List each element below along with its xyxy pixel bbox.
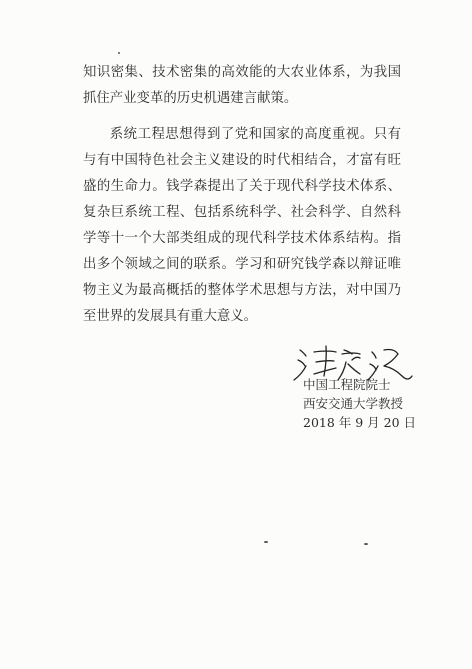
scan-speck — [264, 541, 268, 543]
paragraph-2: 系统工程思想得到了党和国家的高度重视。只有与有中国特色社会主义建设的时代相结合，才富有旺盛的生命力。钱学森提出了关于现代科学技术体系、复杂巨系统工程、包括系统科学、社会科学、自然科学等十一个大部类组成的现代科学技术体系结构。指出多个领域之间的联系。学习和研究钱学森以辩证唯物主义为最高概括的整体学术思想与方法，对中国乃至世界的发展具有重大意义。 — [83, 127, 401, 324]
signature-block — [303, 375, 416, 432]
signer-affiliation: 西安交通大学教授 — [303, 396, 404, 411]
scan-speck — [364, 543, 368, 545]
paragraph-1: 知识密集、技术密集的高效能的大农业体系，为我国抓住产业变革的历史机遇建言献策。 — [83, 65, 401, 106]
signer-title: 中国工程院院士 — [303, 377, 391, 392]
scan-speck — [118, 52, 120, 54]
signature-date: 2018 年 9 月 20 日 — [303, 415, 417, 430]
